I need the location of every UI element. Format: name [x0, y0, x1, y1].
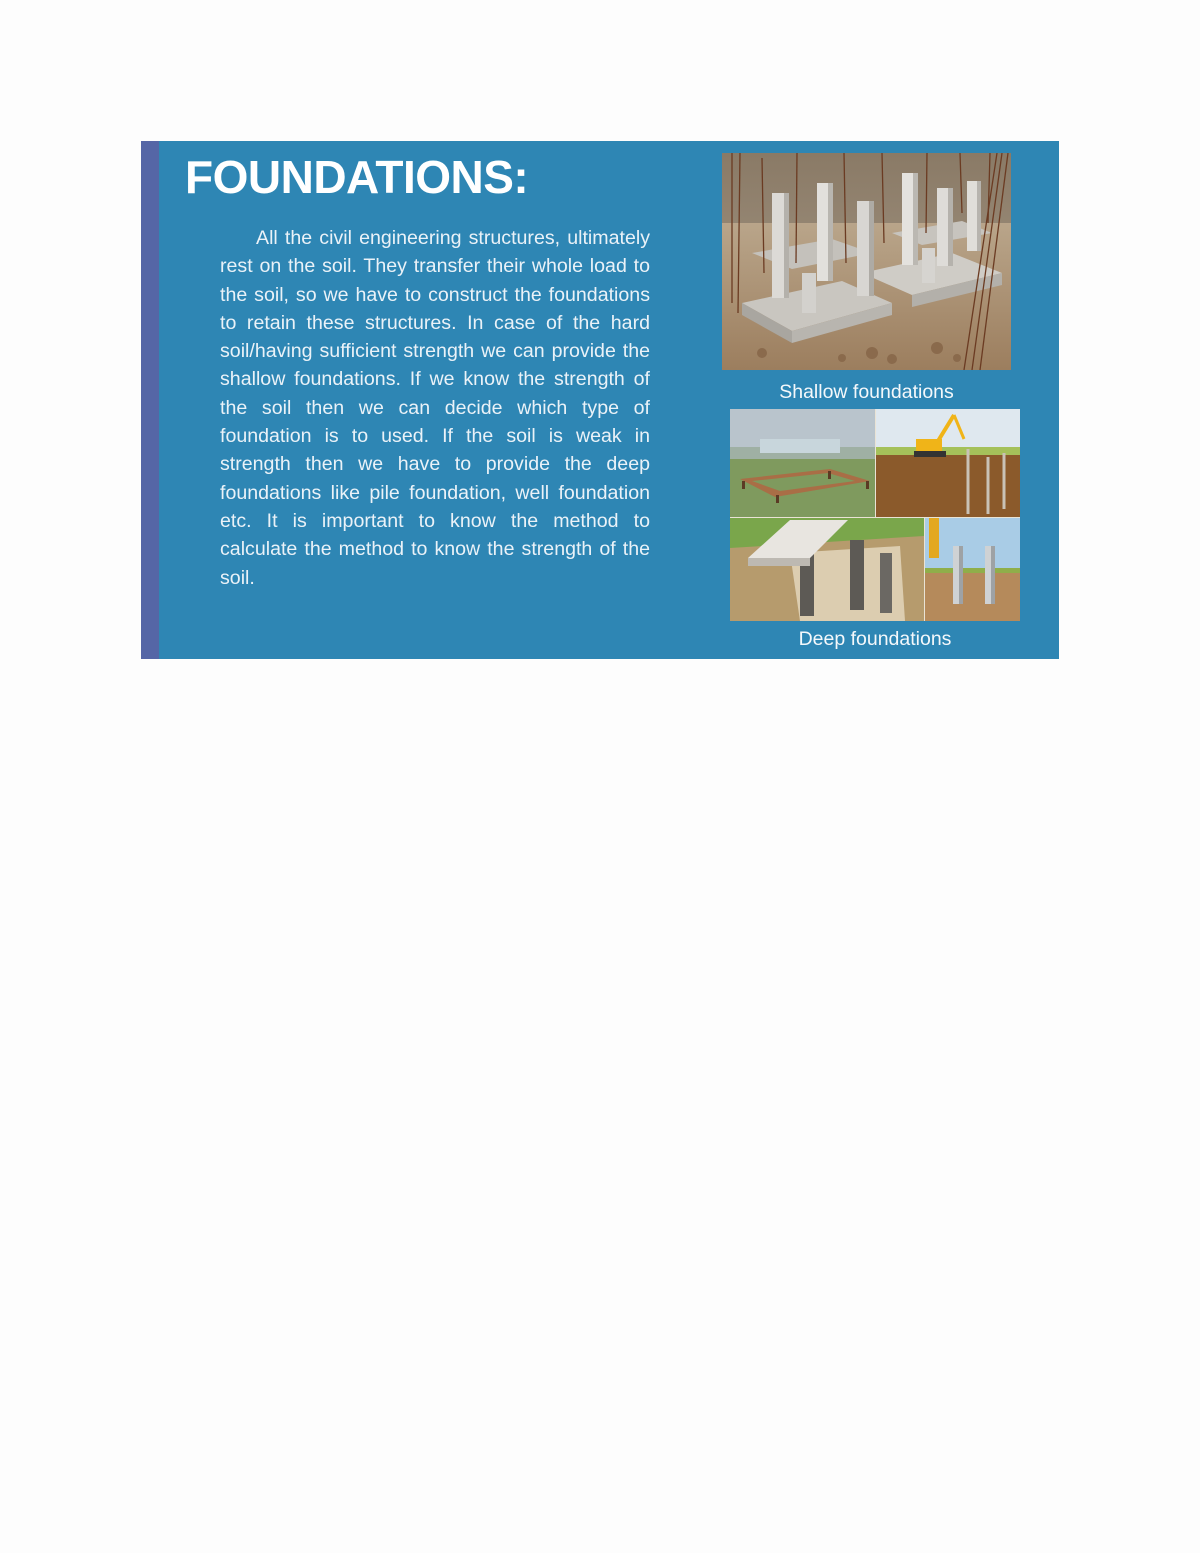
slide-body-text: All the civil engineering structures, ultimately rest on the soil. They transfer their whole load to the soil, so we have to construct the foundations to retain these structures. In case of the hard soil/having sufficient strength we can provide the shallow foundations. If we know the strength of the soil then we can decide which type of foundation is to used. If the soil is weak in strength then we have to provide the deep foundations like pile foundation, well foundation etc. It is important to know the method to calculate the method to know the strength of the soil.: [220, 227, 650, 589]
slide-accent-bar: [141, 141, 159, 659]
deep-foundations-caption: Deep foundations: [798, 628, 952, 650]
deep-foundations-photo-pile-rig: [876, 409, 1020, 517]
deep-foundations-photo-pile-cap: [730, 518, 924, 621]
deep-foundations-photo-grade-beams: [730, 409, 875, 517]
foundations-slide: [141, 141, 1059, 659]
deep-foundations-collage: [730, 409, 1020, 621]
deep-foundations-photo-piles: [925, 518, 1020, 621]
shallow-foundations-caption: Shallow foundations: [779, 381, 954, 403]
slide-title: FOUNDATIONS:: [185, 151, 529, 203]
shallow-foundations-photo: [722, 153, 1011, 370]
